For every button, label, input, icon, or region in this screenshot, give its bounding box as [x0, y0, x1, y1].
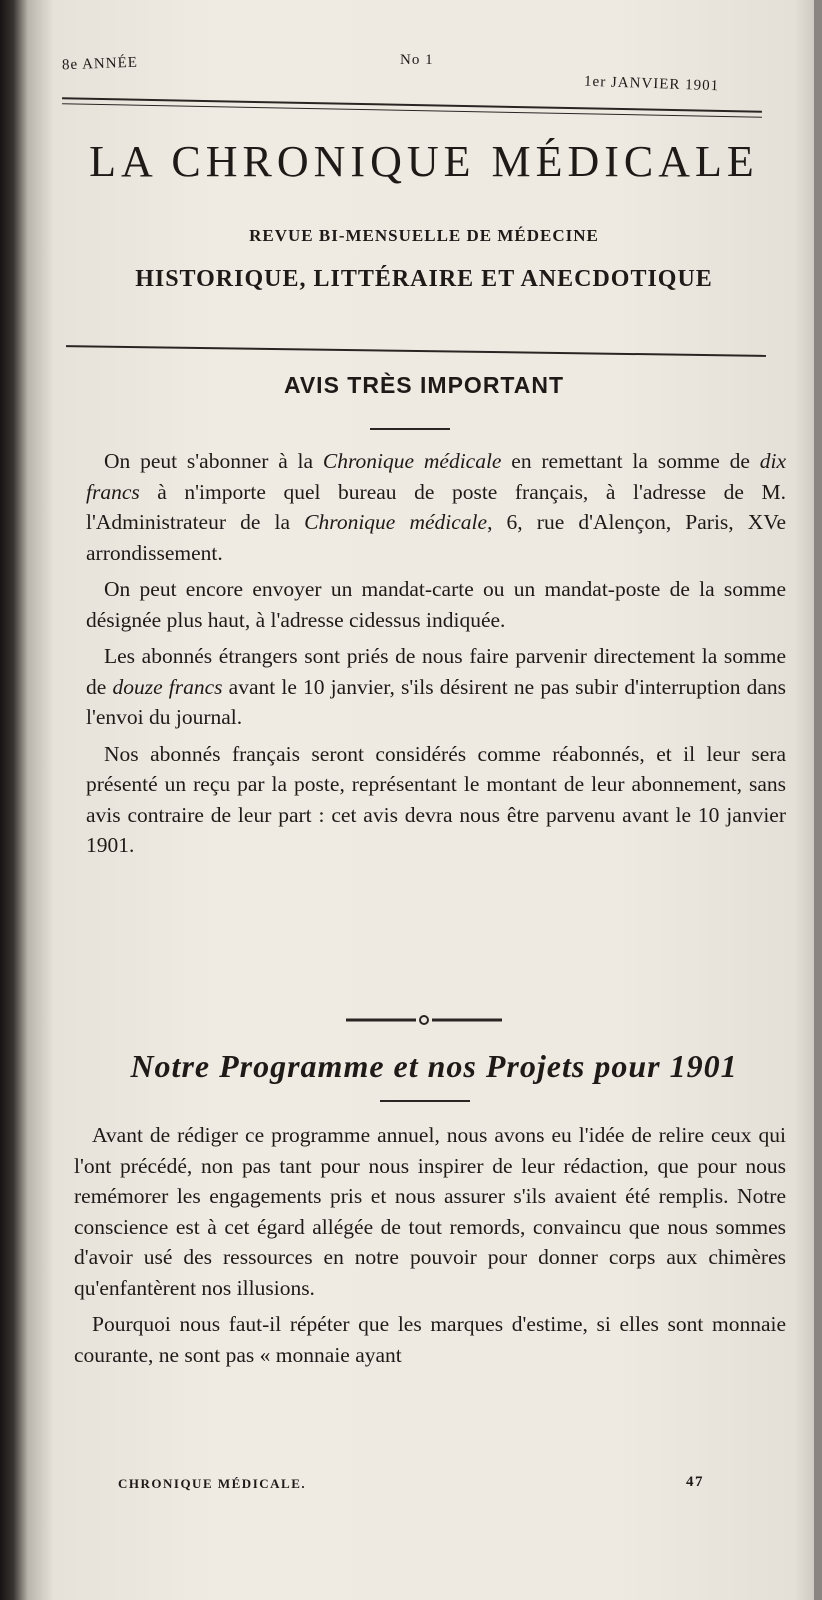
notice-paragraph-4: Nos abonnés français seront considérés comme réabonnés, et il leur sera présenté un reçu par la poste, représentant le montant de leur abonnement, sans avis contraire de leur part : cet avis devra nous être parvenu avant le 10 janvier 1901.: [86, 741, 786, 857]
issue-number: No 1: [400, 52, 434, 68]
program-heading-underline: [380, 1100, 470, 1102]
section-divider-ornament: [344, 1012, 504, 1028]
journal-title: LA CHRONIQUE MÉDICALE: [89, 137, 759, 186]
program-body: [74, 1120, 786, 1370]
book-spine-shadow: [0, 0, 14, 1600]
volume-year: 8e ANNÉE: [61, 54, 139, 74]
notice-paragraph-2: On peut encore envoyer un mandat-carte ou un mandat-poste de la somme désignée plus haut, à l'adresse cidessus indiquée.: [86, 577, 786, 632]
journal-subtitle: REVUE BI-MENSUELLE DE MÉDECINE: [249, 226, 599, 245]
notice-paragraph-3: Les abonnés étrangers sont priés de nous faire parvenir directement la somme de douze francs avant le 10 janvier, s'ils désirent ne pas subir d'interruption dans l'envoi du journal.: [86, 644, 787, 729]
header-rule: [66, 345, 766, 357]
program-paragraph-1: Avant de rédiger ce programme annuel, nous avons eu l'idée de relire ceux qui l'ont précédé, non pas tant pour nous inspirer de leur rédaction, que pour nous remémorer les engagements pris et nous assurer s'ils avaient été remplis. Notre conscience est à cet égard allégée de tout remords, convaincu que nous sommes d'avoir usé des ressources en notre pouvoir pour donner corps aux chimères qu'enfantèrent nos illusions.: [74, 1123, 786, 1300]
page-number: 47: [686, 1474, 704, 1490]
notice-body: [86, 446, 786, 861]
journal-subtitle-2: HISTORIQUE, LITTÉRAIRE ET ANECDOTIQUE: [135, 266, 713, 292]
running-footer: CHRONIQUE MÉDICALE.: [118, 1476, 307, 1491]
program-heading: Notre Programme et nos Projets pour 1901: [130, 1048, 738, 1084]
issue-date: 1er JANVIER 1901: [583, 73, 720, 95]
program-paragraph-2: Pourquoi nous faut-il répéter que les marques d'estime, si elles sont monnaie courante, ne sont pas « monnaie ayant: [74, 1312, 786, 1367]
notice-heading-underline: [370, 428, 450, 430]
notice-paragraph-1: On peut s'abonner à la Chronique médicale en remettant la somme de dix francs à n'importe quel bureau de poste français, à l'adresse de M. l'Administrateur de la Chronique médicale, 6, rue d'Alençon, Paris, XVe arrondissement.: [86, 449, 787, 565]
notice-heading: AVIS TRÈS IMPORTANT: [283, 372, 565, 398]
journal-page: [14, 0, 814, 1600]
